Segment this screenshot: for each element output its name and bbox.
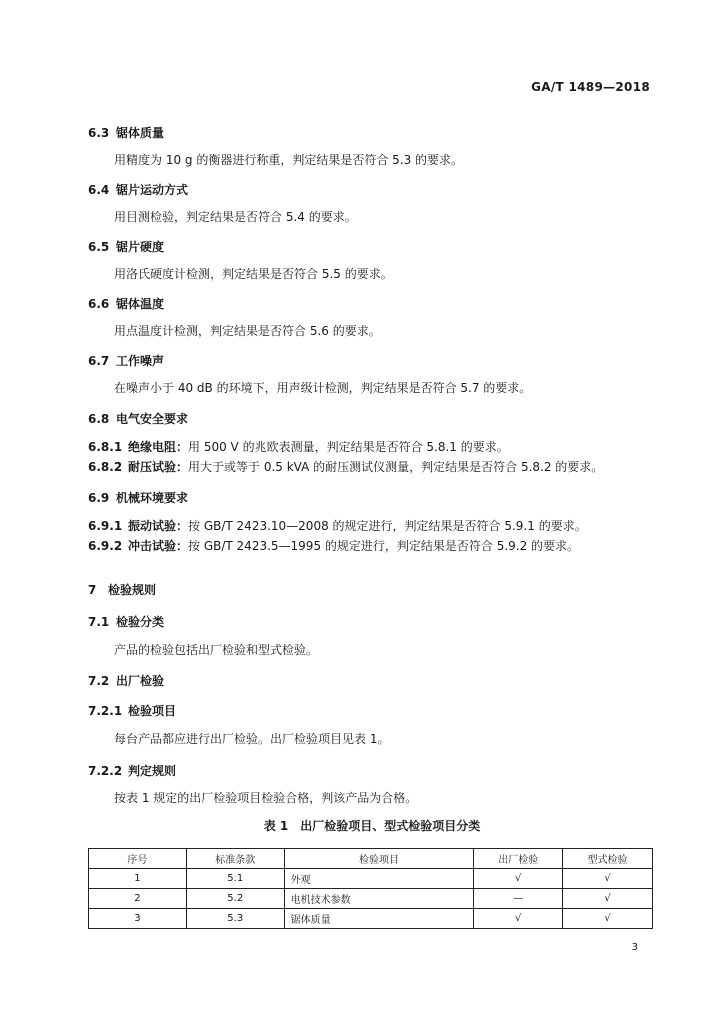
section-6-8: [88, 411, 656, 427]
section-7-2-1: [88, 703, 656, 719]
section-title: 电气安全要求: [116, 412, 189, 426]
section-6-3: [88, 125, 656, 141]
section-7-2-2: [88, 763, 656, 779]
section-number: 6.3: [88, 126, 110, 140]
table-row: [89, 889, 653, 909]
clause-text: 按 GB/T 2423.5—1995 的规定进行，判定结果是否符合 5.9.2 的要求。: [188, 539, 580, 553]
table-row: [89, 869, 653, 889]
section-title: 锯体温度: [116, 297, 165, 311]
clause-number: 6.8.1: [88, 440, 123, 454]
section-title: 机械环境要求: [116, 491, 189, 505]
section-text: 产品的检验包括出厂检验和型式检验。: [114, 643, 319, 657]
clause-6-8-2: [88, 459, 656, 475]
table-caption: [88, 818, 656, 834]
section-number: 7.2.1: [88, 704, 123, 718]
section-number: 7.2: [88, 674, 110, 688]
section-title: 判定规则: [128, 764, 177, 778]
table-cell: √: [474, 909, 563, 929]
table-cell: 3: [89, 909, 187, 929]
table-header-row: [89, 849, 653, 869]
section-title: 检验规则: [108, 583, 157, 597]
header-cell: 检验项目: [284, 849, 474, 869]
section-number: 6.5: [88, 240, 110, 254]
section-7: [88, 582, 656, 598]
section-title: 出厂检验: [116, 674, 165, 688]
section-text: 用精度为 10 g 的衡器进行称重，判定结果是否符合 5.3 的要求。: [114, 153, 464, 167]
section-6-9: [88, 490, 656, 506]
section-title: 检验分类: [116, 615, 165, 629]
section-text: 在噪声小于 40 dB 的环境下，用声级计检测，判定结果是否符合 5.7 的要求。: [114, 381, 532, 395]
clause-6-9-1: [88, 518, 656, 534]
table-cell: 外观: [284, 869, 474, 889]
clause-text: 用 500 V 的兆欧表测量，判定结果是否符合 5.8.1 的要求。: [188, 440, 509, 454]
clause-number: 6.9.2: [88, 539, 123, 553]
section-text: 用点温度计检测，判定结果是否符合 5.6 的要求。: [114, 324, 381, 338]
section-6-6: [88, 296, 656, 312]
section-number: 7.1: [88, 615, 110, 629]
clause-number: 6.8.2: [88, 460, 123, 474]
table-cell: 2: [89, 889, 187, 909]
section-number: 7: [88, 583, 97, 597]
section-text: 用目测检验，判定结果是否符合 5.4 的要求。: [114, 210, 357, 224]
table-cell: √: [474, 869, 563, 889]
section-number: 6.7: [88, 354, 110, 368]
clause-label: 冲击试验：: [128, 539, 189, 553]
section-number: 6.6: [88, 297, 110, 311]
standard-code: GA/T 1489—2018: [531, 80, 650, 94]
section-title: 工作噪声: [116, 354, 165, 368]
table-cell: 5.2: [186, 889, 284, 909]
header-cell: 出厂检验: [474, 849, 563, 869]
clause-number: 6.9.1: [88, 519, 123, 533]
table-cell: 5.3: [186, 909, 284, 929]
header-cell: 序号: [89, 849, 187, 869]
clause-6-8-1: [88, 439, 656, 455]
section-6-5: [88, 239, 656, 255]
clause-text: 按 GB/T 2423.10—2008 的规定进行，判定结果是否符合 5.9.1 的要求。: [188, 519, 587, 533]
section-text: 用洛氏硬度计检测，判定结果是否符合 5.5 的要求。: [114, 267, 393, 281]
table-cell: √: [563, 909, 653, 929]
table-cell: √: [563, 889, 653, 909]
section-number: 6.8: [88, 412, 110, 426]
section-title: 锯片硬度: [116, 240, 165, 254]
table-row: [89, 909, 653, 929]
clause-label: 绝缘电阻：: [128, 440, 189, 454]
section-6-7: [88, 353, 656, 369]
section-title: 检验项目: [128, 704, 177, 718]
section-7-2: [88, 673, 656, 689]
table-caption-label: 表 1: [263, 819, 289, 833]
section-title: 锯体质量: [116, 126, 165, 140]
table-cell: 5.1: [186, 869, 284, 889]
table-cell: 1: [89, 869, 187, 889]
clause-label: 耐压试验：: [128, 460, 189, 474]
header-cell: 型式检验: [563, 849, 653, 869]
section-text: 每台产品都应进行出厂检验。出厂检验项目见表 1。: [114, 732, 390, 746]
table-cell: √: [563, 869, 653, 889]
section-number: 6.9: [88, 491, 110, 505]
clause-text: 用大于或等于 0.5 kVA 的耐压测试仪测量，判定结果是否符合 5.8.2 的要求。: [188, 460, 604, 474]
section-title: 锯片运动方式: [116, 183, 189, 197]
clause-label: 振动试验：: [128, 519, 189, 533]
table-caption-title: 出厂检验项目、型式检验项目分类: [300, 819, 481, 833]
section-number: 6.4: [88, 183, 110, 197]
table-cell: —: [474, 889, 563, 909]
section-7-1: [88, 614, 656, 630]
table-cell: 锯体质量: [284, 909, 474, 929]
section-number: 7.2.2: [88, 764, 123, 778]
page-number: 3: [631, 942, 638, 953]
clause-6-9-2: [88, 538, 656, 554]
table-cell: 电机技术参数: [284, 889, 474, 909]
inspection-table: [88, 848, 653, 929]
header-cell: 标准条款: [186, 849, 284, 869]
section-text: 按表 1 规定的出厂检验项目检验合格，判该产品为合格。: [114, 791, 418, 805]
section-6-4: [88, 182, 656, 198]
